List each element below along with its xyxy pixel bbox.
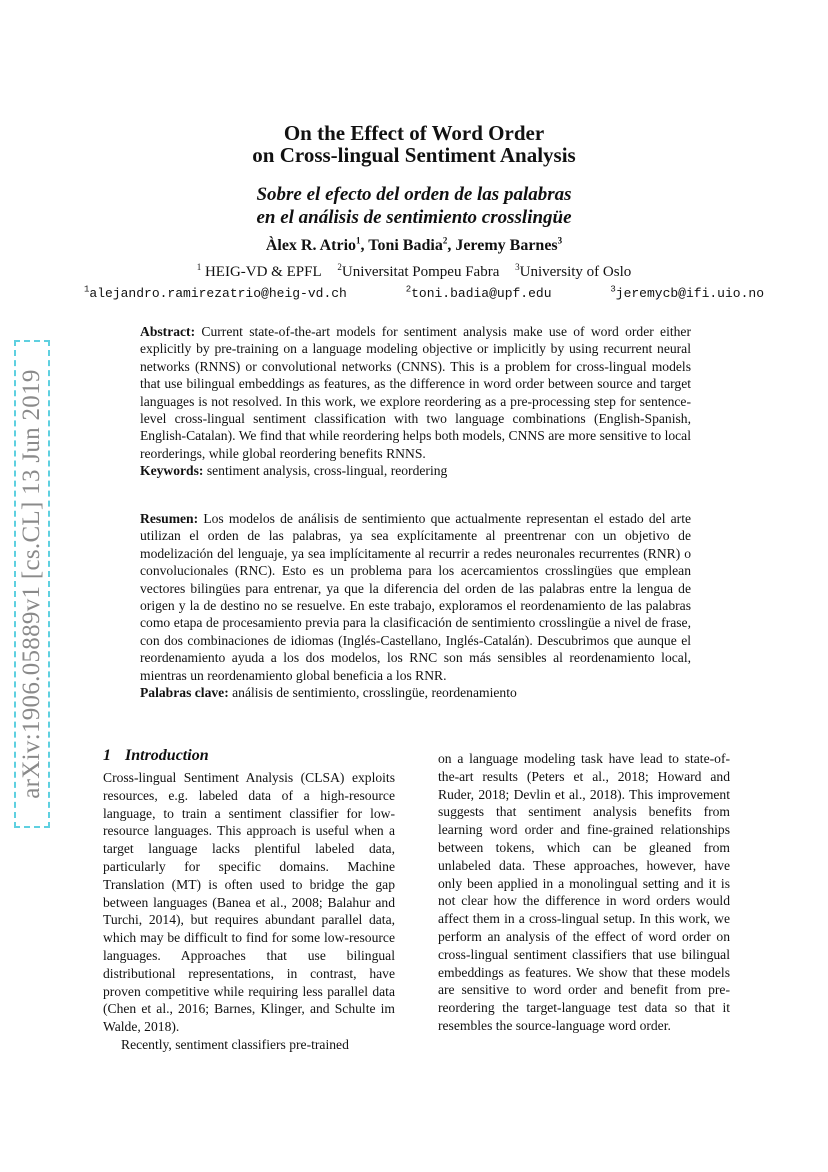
intro-paragraph-continued: on a language modeling task have lead to state-of-the-art results (Peters et al., 2018; Howard and Ruder, 2018; Devlin et al., 2018). This improvement suggests that sentiment analysis benefits from learning word order and fine-grained relationships between tokens, which can be gleaned from unlabeled data. These approaches, however, have only been applied in a monolingual setting and it is not clear how the difference in word orders would affect them in a cross-lingual setup. In this work, we perform an analysis of the effect of word order on cross-lingual sentiment classifiers that use bilingual embeddings as features. We show that these models are sensitive to word order and benefit from pre-reordering the target-language test data so that it resembles the source-language word order. xyxy=(438,751,730,1033)
author-name: Jeremy Barnes xyxy=(455,237,558,254)
affiliation-mark: 2 xyxy=(337,262,342,272)
affiliation-name: University of Oslo xyxy=(519,264,632,280)
affiliations xyxy=(0,264,828,281)
keywords-label: Keywords: xyxy=(140,463,204,479)
palabras-clave-text: análisis de sentimiento, crosslingüe, reordenamiento xyxy=(232,685,517,701)
author-name: Àlex R. Atrio xyxy=(265,237,357,254)
arxiv-stamp xyxy=(14,340,50,828)
resumen-block xyxy=(140,510,691,701)
affiliation-mark: 1 xyxy=(196,262,202,272)
keywords-line xyxy=(140,462,691,479)
email[interactable] xyxy=(610,286,764,301)
email-mark: 3 xyxy=(610,284,616,295)
intro-left-column xyxy=(103,769,395,1054)
title-line-1: On the Effect of Word Order xyxy=(283,121,545,145)
intro-paragraph-1: Cross-lingual Sentiment Analysis (CLSA) exploits resources, e.g. labeled data of a high-resource language, to train a sentiment classifier for low-resource languages. This approach is useful when a target language lacks plentiful labeled data, particularly for specific domains. Machine Translation (MT) is often used to bridge the gap between languages (Banea et al., 2008; Balahur and Turchi, 2014), but requires abundant parallel data, which may be difficult to find for some low-resource languages. Approaches that use bilingual distributional representations, in contrast, have proven competitive while requiring less parallel data (Chen et al., 2016; Barnes, Klinger, and Schulte im Walde, 2018). xyxy=(103,770,395,1035)
abstract-label: Abstract: xyxy=(140,324,196,339)
palabras-clave-label: Palabras clave: xyxy=(140,685,229,701)
email[interactable] xyxy=(84,286,347,301)
affiliation xyxy=(515,264,631,280)
paper-subtitle xyxy=(0,183,828,229)
section-heading xyxy=(103,747,209,765)
paper-title xyxy=(0,122,828,166)
intro-paragraph-2: Recently, sentiment classifiers pre-trained xyxy=(121,1036,349,1052)
email[interactable] xyxy=(406,286,552,301)
keywords-text: sentiment analysis, cross-lingual, reordering xyxy=(206,463,448,479)
affiliation xyxy=(337,264,499,280)
title-line-2: on Cross-lingual Sentiment Analysis xyxy=(252,143,576,167)
section-number: 1 xyxy=(103,747,111,764)
abstract-text: Current state-of-the-art models for sentiment analysis make use of word order either explicitly by pre-training on a language modeling objective or implicitly by using recurrent neural networks (RNNS) or convolutional networks (CNNS). This is a problem for cross-lingual models that use bilingual embeddings as features, as the difference in word order between source and target languages is not resolved. In this work, we explore reordering as a pre-processing step for sentence-level cross-lingual sentiment classification with two language combinations (English-Spanish, English-Catalan). We find that while reordering helps both models, CNNS are more sensitive to local reorderings, while global reordering benefits RNNS. xyxy=(140,324,691,461)
intro-right-column xyxy=(438,750,730,1035)
subtitle-line-2: en el análisis de sentimiento crosslingüe xyxy=(256,207,572,228)
author-list: Àlex R. Atrio$^1$, Toni Badia$^2$, Jeremy Barnes$^3$ xyxy=(265,235,563,254)
palabras-clave-line xyxy=(140,684,691,701)
section-title: Introduction xyxy=(125,747,209,764)
arxiv-identifier: arXiv:1906.05889v1 [cs.CL] 13 Jun 2019 xyxy=(18,369,45,799)
resumen-text: Los modelos de análisis de sentimiento que actualmente representan el estado del arte utilizan el orden de las palabras, ya sea explícitamente al preentrenar con un objetivo de modelización del lenguaje, ya sea implícitamente al recurrir a redes neuronales recurrentes (RNR) o convolucionales (RNC). Esto es un problema para los acercamientos crosslingües que emplean vectores bilingües para entrenar, ya que la diferencia del orden de las palabras entre la lengua de origen y la de destino no se resuelve. En este trabajo, exploramos el reordenamiento de las palabras como etapa de procesamiento previa para la clasificación de sentimiento crosslingüe a nivel de frase, con dos combinaciones de idiomas (Inglés-Castellano, Inglés-Catalán). Descubrimos que aunque el reordenamiento ayuda a los dos modelos, los RNC son más sensibles al reordenamiento local, mientras un reordenamiento global beneficia a los RNR. xyxy=(140,511,691,683)
email-mark: 1 xyxy=(84,284,90,295)
affiliation xyxy=(197,264,322,280)
author-mark: 1 xyxy=(356,235,361,246)
email-list xyxy=(84,286,764,301)
author-name: Toni Badia xyxy=(368,237,443,254)
email-mark: 2 xyxy=(405,284,412,295)
resumen-label: Resumen: xyxy=(140,511,199,526)
subtitle-line-1: Sobre el efecto del orden de las palabras xyxy=(256,184,572,205)
author-mark: 2 xyxy=(442,235,448,246)
resumen-paragraph xyxy=(140,510,691,684)
affiliation-name: Universitat Pompeu Fabra xyxy=(341,264,500,280)
abstract-paragraph xyxy=(140,323,691,462)
author-mark: 3 xyxy=(557,235,563,246)
affiliation-mark: 3 xyxy=(515,262,520,272)
abstract-block xyxy=(140,323,691,480)
email-address[interactable]: toni.badia@upf.edu xyxy=(411,286,552,301)
email-address[interactable]: jeremycb@ifi.uio.no xyxy=(615,286,764,301)
email-address[interactable]: alejandro.ramirezatrio@heig-vd.ch xyxy=(89,286,347,301)
affiliation-name: HEIG-VD & EPFL xyxy=(204,264,322,280)
